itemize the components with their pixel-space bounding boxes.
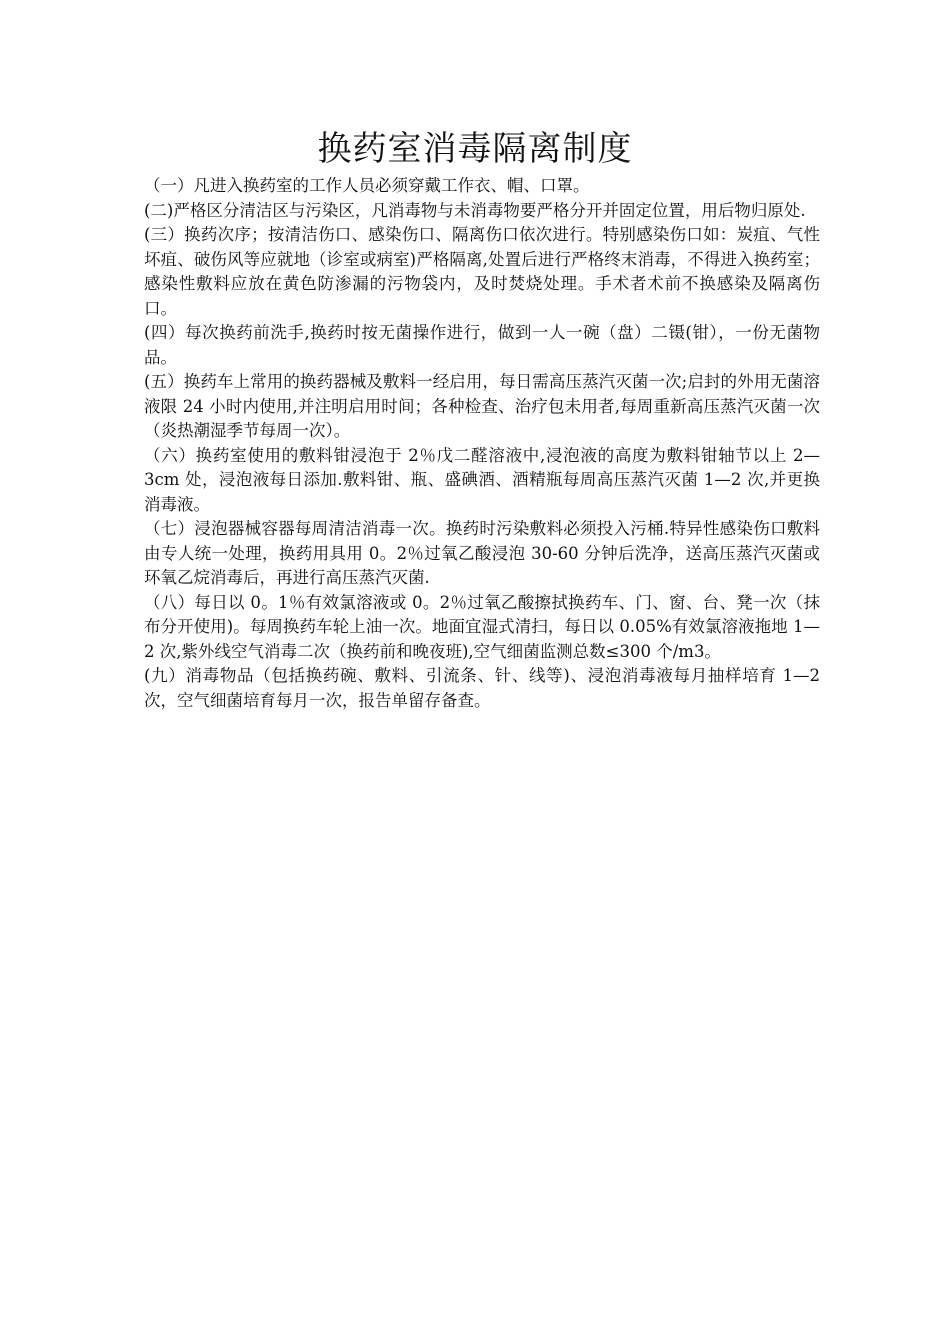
paragraph-8: （八）每日以 0。1％有效氯溶液或 0。2％过氧乙酸擦拭换药车、门、窗、台、凳一次（抹布分开使用)。每周换药车轮上油一次。地面宜湿式清扫，每日以 0.05%有效氯溶液拖地 1—2 次,紫外线空气消毒二次（换药前和晚夜班),空气细菌监测总数≤300 个/m3。: [144, 592, 820, 661]
paragraph-6: （六）换药室使用的敷料钳浸泡于 2％戊二醛溶液中,浸泡液的高度为敷料钳轴节以上 2—3cm 处，浸泡液每日添加.敷料钳、瓶、盛碘酒、酒精瓶每周高压蒸汽灭菌 1—2 次,并更换消毒液。: [144, 445, 820, 514]
paragraph-7: （七）浸泡器械容器每周清洁消毒一次。换药时污染敷料必须投入污桶.特异性感染伤口敷料由专人统一处理，换药用具用 0。2％过氧乙酸浸泡 30-60 分钟后洗净，送高压蒸汽灭菌或环氧乙烷消毒后，再进行高压蒸汽灭菌.: [144, 519, 820, 587]
paragraph-9: (九）消毒物品（包括换药碗、敷料、引流条、针、线等)、浸泡消毒液每月抽样培育 1—2 次，空气细菌培育每月一次，报告单留存备查。: [144, 666, 820, 710]
paragraph-3: (三）换药次序；按清洁伤口、感染伤口、隔离伤口依次进行。特别感染伤口如：炭疽、气性坏疽、破伤风等应就地（诊室或病室)严格隔离,处置后进行严格终末消毒，不得进入换药室；感染性敷料应放在黄色防渗漏的污物袋内，及时焚烧处理。手术者术前不换感染及隔离伤口。: [144, 225, 820, 318]
paragraph-5: (五）换药车上常用的换药器械及敷料一经启用，每日需高压蒸汽灭菌一次;启封的外用无菌溶液限 24 小时内使用,并注明启用时间；各种检查、治疗包未用者,每周重新高压蒸汽灭菌一次（炎热潮湿季节每周一次）。: [144, 372, 820, 440]
document-body: [144, 174, 820, 713]
paragraph-2: (二)严格区分清洁区与污染区，凡消毒物与未消毒物要严格分开并固定位置，用后物归原处.: [144, 200, 806, 220]
paragraph-4: (四）每次换药前洗手,换药时按无菌操作进行，做到一人一碗（盘）二镊(钳），一份无菌物品。: [144, 323, 820, 367]
paragraph-1: （一）凡进入换药室的工作人员必须穿戴工作衣、帽、口罩。: [144, 176, 590, 195]
document-title: 换药室消毒隔离制度: [317, 129, 633, 169]
